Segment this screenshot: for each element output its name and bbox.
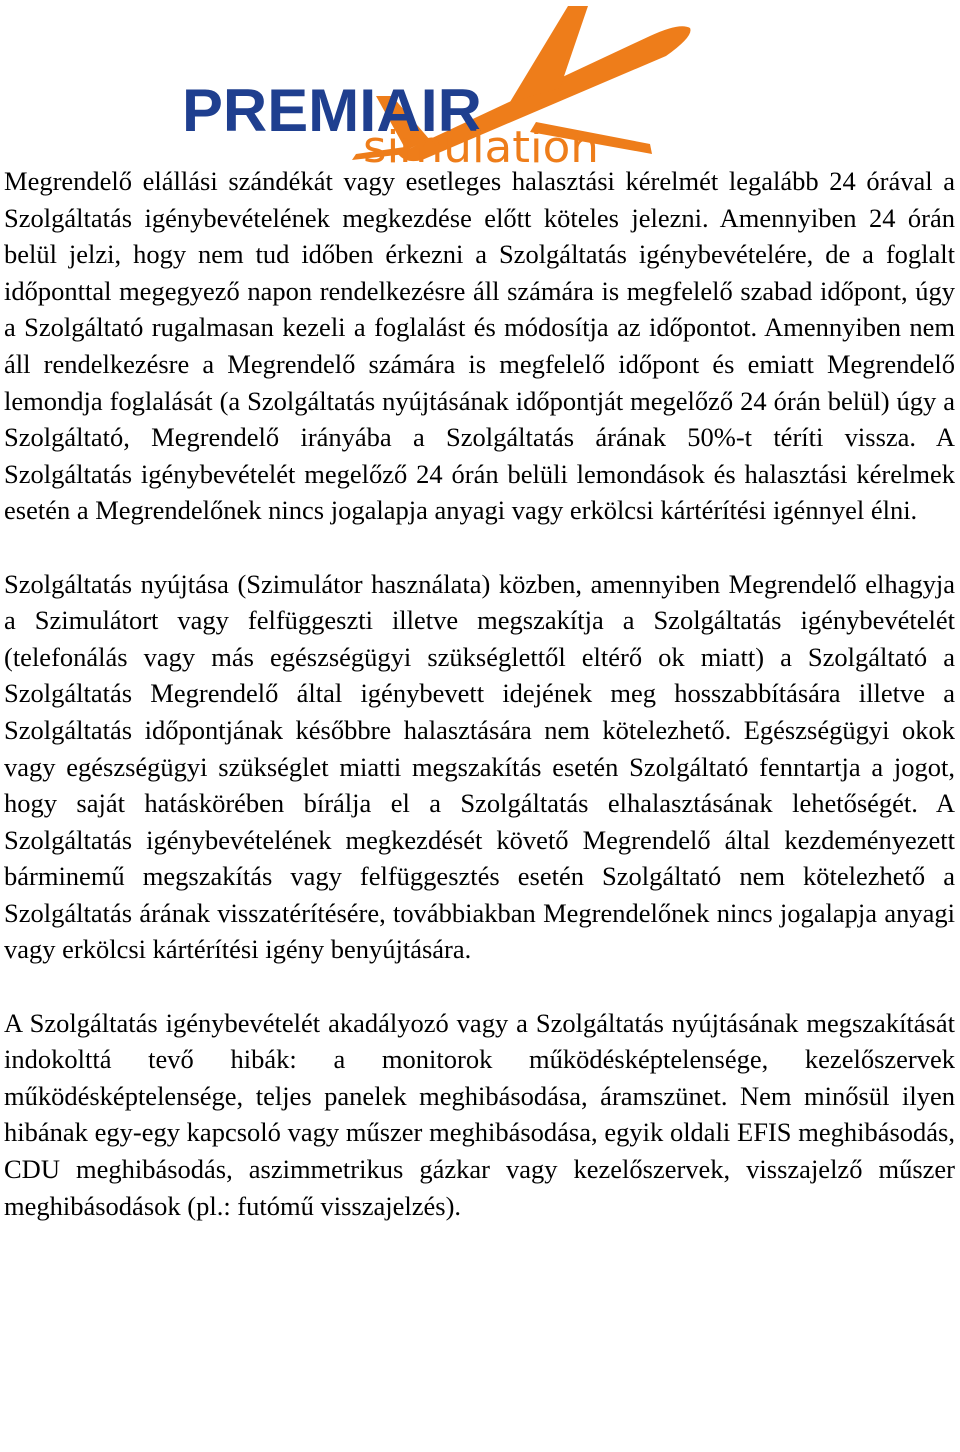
document-body	[4, 163, 955, 1224]
paragraph-interruption: Szolgáltatás nyújtása (Szimulátor használata) közben, amennyiben Megrendelő elhagyja a Szimulátort vagy felfüggeszti illetve megszakítja a Szolgáltatás igénybevételét (telefonálás vagy más egészségügyi szükséglettől eltérő ok miatt) a Szolgáltató a Szolgáltatás Megrendelő által igénybevett idejének meg hosszabbítására illetve a Szolgáltatás időpontjának későbbre halasztására nem kötelezhető. Egészségügyi okok vagy egészségügyi szükséglet miatti megszakítás esetén Szolgáltató fenntartja a jogot, hogy saját hatáskörében bírálja el a Szolgáltatás elhalasztásának lehetőségét. A Szolgáltatás igénybevételének megkezdését követő Megrendelő által kezdeményezett bárminemű megszakítás vagy felfüggesztés esetén Szolgáltató nem kötelezhető a Szolgáltatás árának visszatérítésére, továbbiakban Megrendelőnek nincs jogalapja anyagi vagy erkölcsi kártérítési igény benyújtására.	[4, 568, 955, 965]
premiair-logo	[180, 4, 700, 166]
airplane-logo-icon	[180, 4, 700, 166]
paragraph-cancellation: Megrendelő elállási szándékát vagy esetleges halasztási kérelmét legalább 24 órával a Szolgáltatás igénybevételének megkezdése előtt köteles jelezni. Amennyiben 24 órán belül jelzi, hogy nem tud időben érkezni a Szolgáltatás igénybevételére, de a foglalt időponttal megegyező napon rendelkezésre áll számára is megfelelő szabad időpont, úgy a Szolgáltató rugalmasan kezeli a foglalást és módosítja az időpontot. Amennyiben nem áll rendelkezésre a Megrendelő számára is megfelelő időpont és emiatt Megrendelő lemondja foglalását (a Szolgáltatás nyújtásának időpontját megelőző 24 órán belül) úgy a Szolgáltató, Megrendelő irányába a Szolgáltatás árának 50%-t téríti vissza. A Szolgáltatás igénybevételét megelőző 24 órán belüli lemondások és halasztási kérelmek esetén a Megrendelőnek nincs jogalapja anyagi vagy erkölcsi kártérítési igénnyel élni.	[4, 166, 955, 526]
logo-brand-text: PREMIAIR	[182, 77, 482, 144]
paragraph-malfunctions: A Szolgáltatás igénybevételét akadályozó vagy a Szolgáltatás nyújtásának megszakítását indokolttá tevő hibák: a monitorok működésképtelensége, kezelőszervek működésképtelensége, teljes panelek meghibásodása, áramszünet. Nem minősül ilyen hibának egy-egy kapcsoló vagy műszer meghibásodása, egyik oldali EFIS meghibásodás, CDU meghibásodás, aszimmetrikus gázkar vagy kezelőszervek, visszajelző műszer meghibásodások (pl.: futómű visszajelzés).	[4, 1007, 955, 1221]
logo-subtitle-text: simulation	[363, 122, 599, 166]
